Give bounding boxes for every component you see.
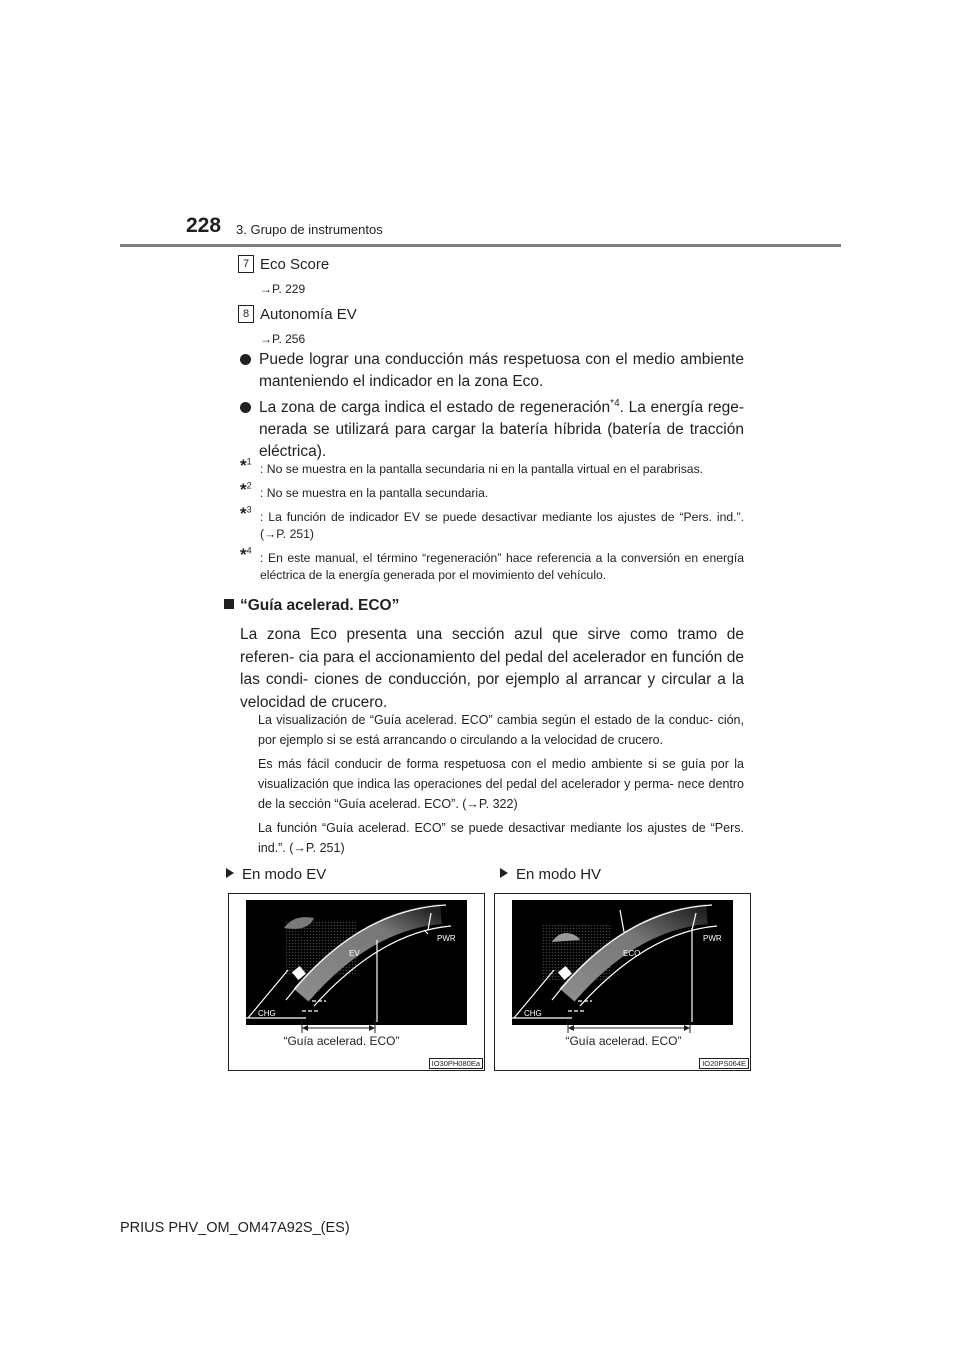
gauge-zone-label: ECO <box>623 949 641 958</box>
gauge-pwr-label: PWR <box>703 934 722 943</box>
footnote: *$^3$ : La función de indicador EV se puede desactivar mediante los ajustes de “Pers. ind.”. (→P. 251) <box>240 504 744 541</box>
detail-paragraph: La visualización de “Guía acelerad. ECO” cambia según el estado de la conduc- ción, por ejemplo si se está arrancando o circulando a la velocidad de crucero. <box>258 713 744 747</box>
figure-code: IO20PS064E <box>699 1058 749 1069</box>
bullet-dot-icon <box>240 354 251 365</box>
triangle-bullet-icon <box>500 868 508 878</box>
footnote: *$^2$ : No se muestra en la pantalla secundaria. <box>240 480 489 500</box>
gauge-chg-label: CHG <box>524 1009 542 1018</box>
header-rule <box>120 244 841 247</box>
subsection-intro: La zona Eco presenta una sección azul que sirve como tramo de referen- cia para el accionamiento del pedal del acelerador en función de las condi- ciones de conducción, por ejemplo al arrancar y circular a la velocidad de crucero. <box>240 626 744 711</box>
item-number-badge: 7 <box>238 255 254 273</box>
footnote: *$^1$ : No se muestra en la pantalla secundaria ni en la pantalla virtual en el parabrisas. <box>240 456 704 476</box>
gauge-zone-label: EV <box>349 949 360 958</box>
bullet-item: La zona de carga indica el estado de regeneración$^{*4}$. La energía rege- nerada se utilizará para cargar la batería híbrida (batería de tracción eléctrica). <box>240 397 744 463</box>
page-number: 228 <box>186 214 222 237</box>
figure-caption: “Guía acelerad. ECO” <box>283 1034 400 1048</box>
subsection-title: “Guía acelerad. ECO” <box>224 597 399 615</box>
ev-badge-label: EV <box>292 929 309 943</box>
item-page-ref: →P. 229 <box>260 282 306 296</box>
figure-caption: “Guía acelerad. ECO” <box>565 1034 682 1048</box>
item-title-eco-score: Eco Score <box>260 256 330 273</box>
gauge-chg-label: CHG <box>258 1009 276 1018</box>
footer-doc-code: PRIUS PHV_OM_OM47A92S_(ES) <box>120 1220 350 1236</box>
square-bullet-icon <box>224 599 234 609</box>
triangle-bullet-icon <box>226 868 234 878</box>
item-title-autonomia-ev: Autonomía EV <box>260 306 357 323</box>
figure-hv-mode <box>494 893 751 1071</box>
bullet-dot-icon <box>240 402 251 413</box>
figure-tag-hv: En modo HV <box>500 866 601 883</box>
figure-ev-mode <box>228 893 485 1071</box>
item-number-badge: 8 <box>238 305 254 323</box>
section-title: 3. Grupo de instrumentos <box>236 222 383 237</box>
detail-paragraph: Es más fácil conducir de forma respetuosa con el medio ambiente si se guía por la visualización que indica las operaciones del pedal del acelerador y perma- nece dentro de la sección “Guía acelerad. ECO”. (→P. 322) <box>258 757 744 811</box>
figure-tag-ev: En modo EV <box>226 866 326 883</box>
detail-paragraph: La función “Guía acelerad. ECO” se puede desactivar mediante los ajustes de “Pers. ind.”. (→P. 251) <box>258 821 744 855</box>
figure-code: IO30PH080Ea <box>429 1058 483 1069</box>
bullet-item: Puede lograr una conducción más respetuosa con el medio ambiente manteniendo el indicador en la zona Eco. <box>240 349 744 393</box>
bullet-list <box>240 349 744 467</box>
footnotes <box>240 456 744 591</box>
item-page-ref: →P. 256 <box>260 332 306 346</box>
footnote: *$^4$ : En este manual, el término “regeneración” hace referencia a la conversión en energía eléctrica de la energía generada por el movimiento del vehículo. <box>240 545 744 582</box>
gauge-pwr-label: PWR <box>437 934 456 943</box>
